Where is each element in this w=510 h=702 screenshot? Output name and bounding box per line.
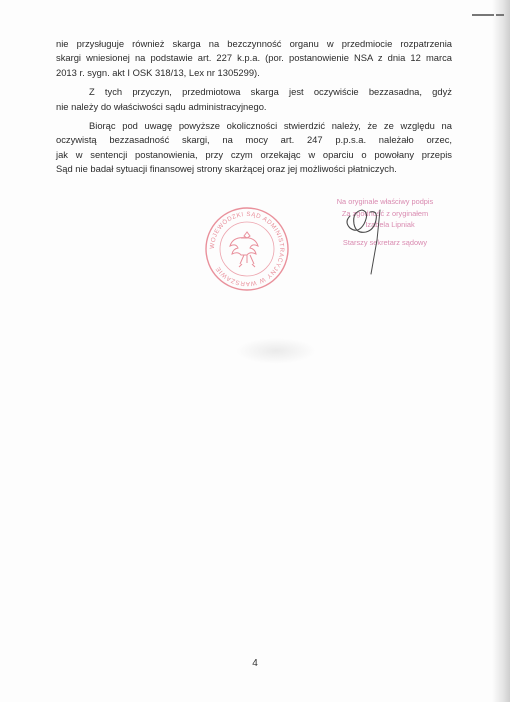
stamp-line: Starszy sekretarz sądowy — [342, 237, 428, 247]
corner-mark — [472, 14, 494, 18]
text-line: Biorąc pod uwagę powyższe okoliczności stwierdzić należy, że ze względu na — [89, 120, 452, 132]
eagle-emblem-icon — [230, 232, 258, 267]
body-text — [56, 37, 452, 177]
text-line: nie należy do właściwości sądu administracyjnego. — [56, 100, 267, 112]
text-line: 2013 r. sygn. akt I OSK 318/13, Lex nr 1305299). — [56, 66, 260, 78]
text-line: jak w sentencji postanowienia, przy czym orzekając w oparciu o powołany przepis — [56, 148, 452, 160]
stamp-line: Na oryginale właściwy podpis — [336, 197, 434, 206]
text-line: nie przysługuje również skarga na bezczynność organu w przedmiocie rozpatrzenia — [56, 38, 452, 49]
text-line: oczywistą bezzasadność skargi, na mocy art. 247 p.p.s.a. należało orzec, — [56, 134, 452, 146]
text-line: skargi wniesionej na podstawie art. 227 k.p.a. (por. postanowienie NSA z dnia 12 marca — [56, 52, 452, 64]
page-edge-shadow — [492, 0, 510, 702]
handwritten-signature — [336, 188, 396, 278]
court-seal — [204, 206, 290, 292]
page-number: 4 — [252, 658, 258, 669]
text-line: Z tych przyczyn, przedmiotowa skarga jest oczywiście bezzasadna, gdyż — [89, 86, 452, 98]
text-line: Sąd nie badał sytuacji finansowej strony skarżącej oraz jej możliwości płatniczych. — [56, 163, 397, 175]
stamp-line: Izabela Lipniak — [365, 220, 415, 229]
stamp-line: Za zgodność z oryginałem — [341, 208, 429, 218]
seal-text: WOJEWÓDZKI SĄD ADMINISTRACYJNY W WARSZAWIE — [208, 210, 286, 288]
paper-stain — [236, 338, 316, 364]
